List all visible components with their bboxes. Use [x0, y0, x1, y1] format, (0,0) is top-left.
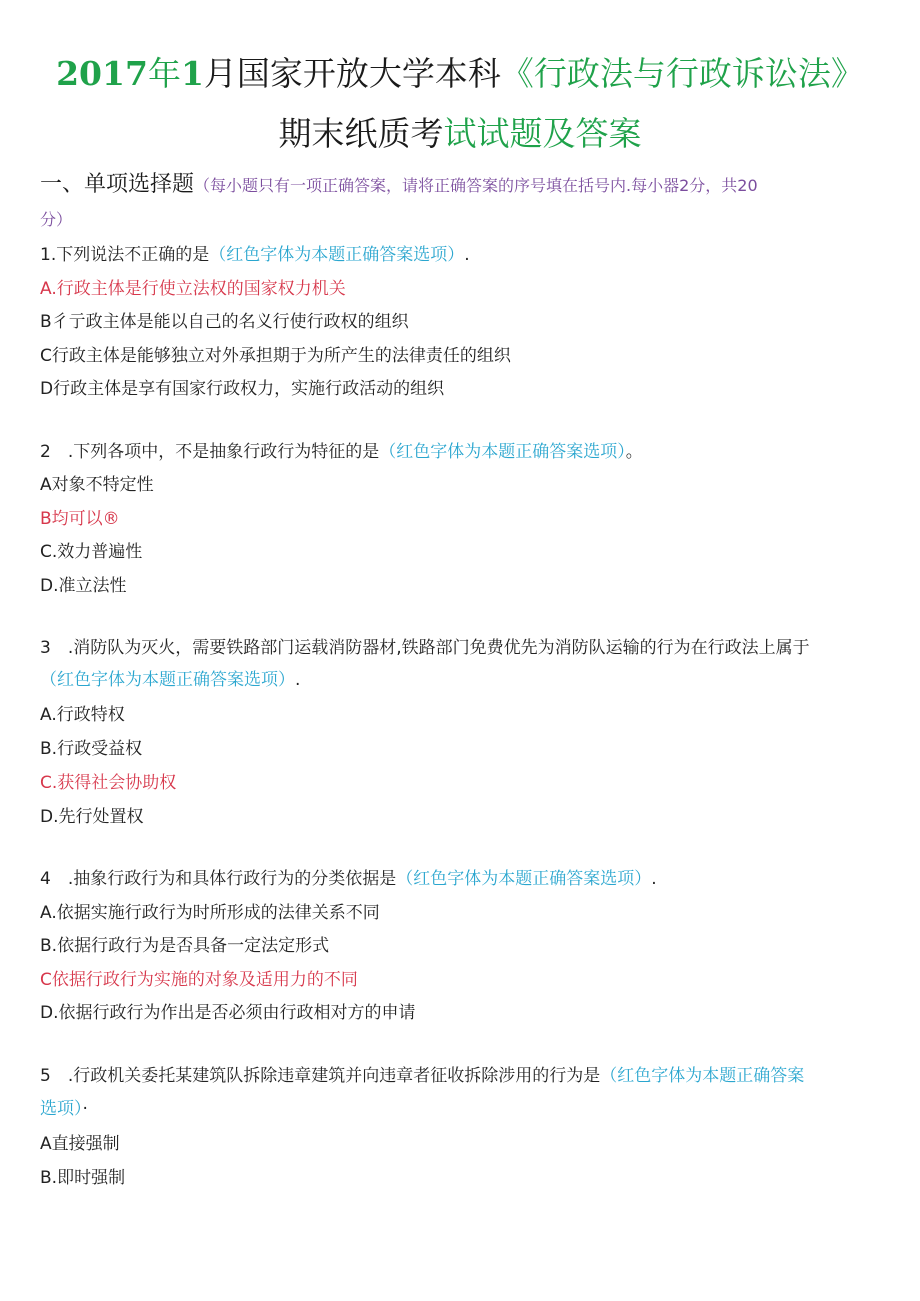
question-1-option-c: C行政主体是能够独立对外承担期于为所产生的法律责任的组织: [40, 346, 511, 366]
question-2-stem: 2 .下列各项中，不是抽象行政行为特征的是: [40, 442, 380, 462]
question-4-option-b: B.依据行政行为是否具备一定法定形式: [40, 936, 330, 956]
question-2-option-c: C.效力普遍性: [40, 542, 143, 562]
question-3-option-a: A.行政特权: [40, 705, 125, 725]
question-4-option-c: C依据行政行为实施的对象及适用力的不同: [40, 970, 358, 990]
question-2-option-b: B均可以®: [40, 509, 120, 529]
question-2-option-d: D.准立法性: [40, 576, 127, 596]
question-3-stem: 3 .消防队为灭火，需要铁路部门运载消防器材,铁路部门免费优先为消防队运输的行为在行政法上属于: [40, 638, 810, 658]
question-5-option-b: B.即时强制: [40, 1168, 126, 1188]
question-2-option-a: A对象不特定性: [40, 475, 154, 495]
question-4-stem: 4 .抽象行政行为和具体行政行为的分类依据是: [40, 869, 397, 889]
title-course: 《行政法与行政诉讼法》: [500, 54, 864, 93]
question-5-option-a: A直接强制: [40, 1134, 120, 1154]
title-month: 1: [180, 54, 204, 93]
question-4-option-d: D.依据行政行为作出是否必须由行政相对方的申请: [40, 1003, 416, 1023]
question-4-stem-row: [40, 867, 885, 891]
document-title-line-1: [0, 52, 920, 96]
question-1-option-b: B彳亍政主体是能以自己的名义行使行政权的组织: [40, 312, 409, 332]
question-1-option-a: A.行政主体是行使立法权的国家权力机关: [40, 279, 346, 299]
title-exam-type: 期末纸质考: [278, 114, 444, 153]
question-2-hint: （红色字体为本题正确答案选项）: [379, 442, 626, 462]
question-1-stem-row: [40, 243, 885, 267]
section-note-line-2: 分）: [40, 210, 73, 229]
question-4-stem-end: .: [651, 869, 657, 889]
question-1-option-d: D行政主体是享有国家行政权力，实施行政活动的组织: [40, 379, 445, 399]
question-5-hint-part-1: （红色字体为本题正确答案: [600, 1066, 805, 1086]
title-year-suffix: 年: [147, 54, 181, 93]
question-1-stem: 1.下列说法不正确的是: [40, 245, 210, 265]
title-university: 月国家开放大学本科: [203, 54, 501, 93]
section-note-line-1: （每小题只有一项正确答案，请将正确答案的序号填在括号内.每小器2分，共20: [194, 176, 758, 195]
question-3-hint: （红色字体为本题正确答案选项）: [40, 670, 295, 690]
question-3-option-d: D.先行处置权: [40, 807, 144, 827]
question-4-option-a: A.依据实施行政行为时所形成的法律关系不同: [40, 903, 380, 923]
question-3-option-b: B.行政受益权: [40, 739, 143, 759]
question-2-stem-end: 。: [625, 442, 643, 462]
question-5-stem-end: ·: [82, 1099, 88, 1119]
question-3-option-c: C.获得社会协助权: [40, 773, 177, 793]
question-5-hint-part-2: 选项）: [40, 1099, 83, 1119]
section-note-line-2-row: [40, 208, 885, 232]
document-title-line-2: [0, 112, 920, 156]
question-5-stem: 5 .行政机关委托某建筑队拆除违章建筑并向违章者征收拆除涉用的行为是: [40, 1066, 601, 1086]
question-3-stem-row-2: [40, 668, 885, 692]
section-heading: 一、单项选择题: [40, 172, 195, 197]
title-year: 2017: [56, 54, 148, 93]
question-3-stem-end: .: [295, 670, 301, 690]
question-5-stem-row-2: [40, 1097, 885, 1121]
question-1-hint: （红色字体为本题正确答案选项）: [209, 245, 465, 265]
question-2-stem-row: [40, 440, 885, 464]
question-5-stem-row: [40, 1064, 885, 1088]
title-exam-answers: 试试题及答案: [443, 114, 642, 153]
section-heading-line: [40, 170, 885, 201]
question-1-stem-end: .: [464, 245, 470, 265]
question-4-hint: （红色字体为本题正确答案选项）: [396, 869, 652, 889]
